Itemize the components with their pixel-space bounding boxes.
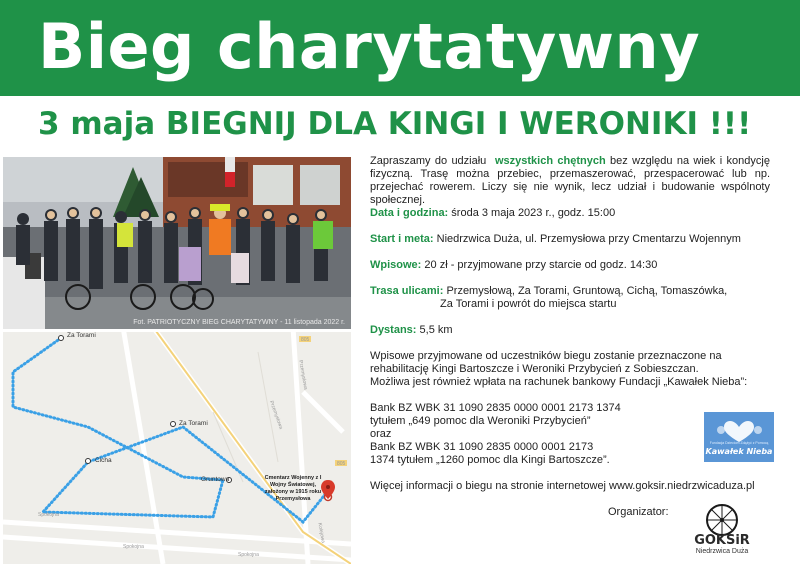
donation-account-intro: Możliwa jest również wpłata na rachunek bankowy Fundacji „Kawałek Nieba”: [370, 376, 748, 388]
intro-lead: Zapraszamy do udziału [370, 155, 487, 167]
goksir-name: GOKSiR [694, 533, 750, 548]
map-destination-label: Cmentarz Wojenny z I Wojny Światowej, założony w 1915 roku Przemysłowa [264, 475, 322, 502]
intro-rest: bez względu na wiek i kondycję fizyczną. Trasę można przebiec, przemaszerować, przespacerować lub np. przejechać rowerem. Liczy się nie wynik, lecz udział i budowanie wspólnoty społecznej. [370, 155, 770, 206]
route-label: Trasa ulicami: [370, 285, 444, 297]
map-label-cicha: Cicha [95, 457, 112, 464]
kawalek-nieba-logo [704, 412, 774, 462]
distance-row [370, 324, 770, 337]
route-value-line-1: Przemysłową, Za Torami, Gruntową, Cichą, Tomaszówka, [446, 285, 728, 297]
fee-label: Wpisowe: [370, 259, 422, 271]
date-row [370, 207, 770, 220]
route-map [3, 332, 351, 564]
goksir-logo [682, 503, 762, 561]
header-banner [0, 0, 800, 96]
map-label-za-torami-2: Za Torami [179, 420, 208, 427]
bank-account-1-title: tytułem „649 pomoc dla Weroniki Przybycień” [370, 415, 591, 427]
map-label-za-torami-1: Za Torami [67, 332, 96, 339]
route-row-2 [370, 298, 800, 311]
distance-label: Dystans: [370, 324, 417, 336]
bank-account-1: Bank BZ WBK 31 1090 2835 0000 0001 2173 1374 [370, 402, 621, 414]
map-road-number-b: 805 [337, 461, 346, 467]
kawalek-name: Kawałek Nieba [705, 447, 773, 456]
start-value: Niedrzwica Duża, ul. Przemysłowa przy Cmentarzu Wojennym [436, 233, 741, 245]
intro-highlight: wszystkich chętnych [494, 155, 606, 167]
fee-value: 20 zł - przyjmowane przy starcie od godz. 14:30 [424, 259, 658, 271]
group-photo [3, 157, 351, 329]
start-row [370, 233, 770, 246]
distance-value: 5,5 km [419, 324, 453, 336]
kawalek-small-text: Fundacja Dzieciom Zdążyć z Pomocą [709, 441, 769, 445]
organizer-label: Organizator: [608, 506, 669, 518]
bank-account-2-title: 1374 tytułem „1260 pomoc dla Kingi Bartoszcze”. [370, 454, 610, 466]
fee-row [370, 259, 770, 272]
map-label-gruntowa: Gruntowa [201, 476, 230, 483]
page-title: Bieg charytatywny [38, 10, 701, 83]
date-value: środa 3 maja 2023 r., godz. 15:00 [451, 207, 616, 219]
donation-paragraph: Wpisowe przyjmowane od uczestników biegu zostanie przeznaczone na rehabilitację Kingi Bartoszcze i Weroniki Przybycień z Sobieszczan. [370, 350, 722, 375]
intro-paragraph [370, 155, 770, 207]
map-street-kolejowa: Kolejowa [316, 522, 326, 544]
map-street-przemyslowa-b: Przemysłowa [297, 359, 309, 391]
more-info: Więcej informacji o biegu na stronie internetowej www.goksir.niedrzwicaduza.pl [370, 480, 755, 492]
map-street-spokojna-c: Spokojna [238, 552, 259, 558]
date-label: Data i godzina: [370, 207, 449, 219]
bank-or: oraz [370, 428, 392, 440]
map-street-spokojna-b: Spokojna [123, 544, 144, 550]
map-street-przemyslowa-a: Przemysłowa [267, 400, 284, 430]
photo-caption: Fot. PATRIOTYCZNY BIEG CHARYTATYWNY - 11 listopada 2022 r. [133, 319, 345, 326]
page-subtitle: 3 maja BIEGNIJ DLA KINGI I WERONIKI !!! [38, 106, 752, 142]
route-value-line-2: Za Torami i powrót do miejsca startu [440, 298, 617, 310]
bicycle-wheel-icon [682, 503, 762, 537]
start-label: Start i meta: [370, 233, 434, 245]
goksir-place: Niedrzwica Duża [695, 548, 749, 555]
bank-account-2: Bank BZ WBK 31 1090 2835 0000 0001 2173 [370, 441, 594, 453]
map-road-number-a: 805 [301, 337, 310, 343]
map-street-spokojna-a: Spokojna [38, 512, 59, 518]
route-row [370, 285, 770, 298]
